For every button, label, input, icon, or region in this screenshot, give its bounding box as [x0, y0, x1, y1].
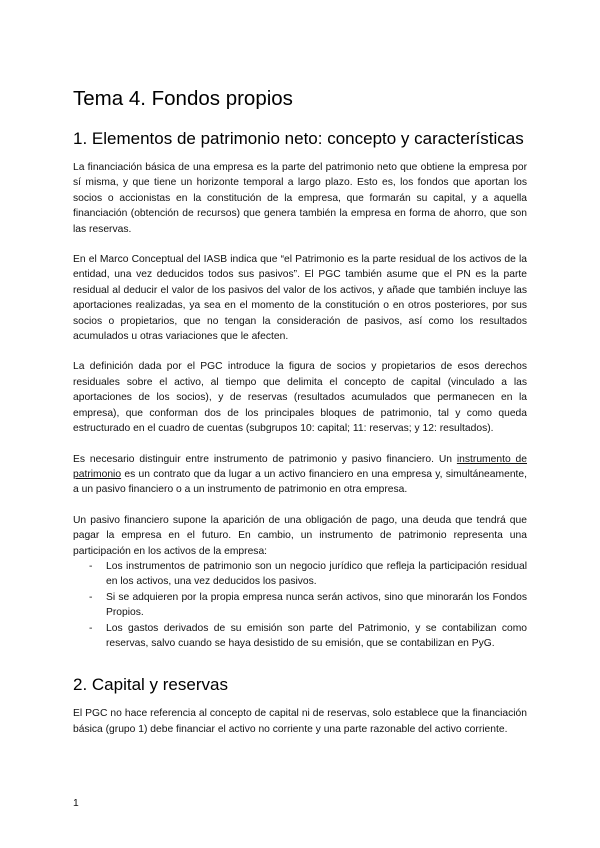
list-item — [89, 559, 527, 590]
section-1-paragraph-2: En el Marco Conceptual del IASB indica que “el Patrimonio es la parte residual de los activos de la entidad, una vez deducidos todos sus pasivos”. El PGC también asume que el PN es la parte residual al deducir el valor de los pasivos del valor de los activos, y añade que también incluye las aportaciones realizadas, ya sea en el momento de la constitución o en otros posteriores, por sus socios o propietarios, que no tengan la consideración de pasivos, así como los resultados acumulados u otras variaciones que le afecten. — [73, 254, 527, 343]
list-item-text: Los gastos derivados de su emisión son parte del Patrimonio, y se contabilizan como reservas, salvo cuando se haya desistido de su emisión, que se contabilizan en PyG. — [106, 622, 527, 649]
list-item — [89, 621, 527, 652]
list-item-text: Los instrumentos de patrimonio son un negocio jurídico que refleja la participación residual en los activos, una vez deducidos los pasivos. — [106, 560, 527, 588]
section-1-paragraph-1: La financiación básica de una empresa es la parte del patrimonio neto que obtiene la empresa por sí misma, y que tiene un horizonte temporal a largo plazo. Esto es, los fondos que aportan los socios o accionistas en la constitución de la empresa, que formarán su capital, y a aquella financiación (obtención de recursos) que genera también la empresa en forma de ahorro, que son las reservas. — [73, 162, 527, 235]
section-1-paragraph-5: Un pasivo financiero supone la aparición de una obligación de pago, una deuda que tendrá que pagar la empresa en el futuro. En cambio, un instrumento de patrimonio representa una participación en los activos de la empresa: — [73, 514, 527, 557]
section-1-paragraph-3: La definición dada por el PGC introduce la figura de socios y propietarios de esos derechos residuales sobre el activo, al tiempo que delimita el concepto de capital (vinculado a las aportaciones de los socios), y de reservas (resultados acumulados que permanecen en la empresa), que conforman dos de los principales bloques de patrimonio, tal y como queda estructurado en el cuadro de cuentas (subgrupos 10: capital; 11: reservas; y 12: resultados). — [73, 361, 527, 435]
characteristics-list — [73, 559, 527, 651]
document-content — [73, 86, 527, 737]
paragraph-4-text-before: Es necesario distinguir entre instrumento de patrimonio y pasivo financiero. Un — [73, 453, 457, 465]
section-1-heading: 1. Elementos de patrimonio neto: concepto y características — [73, 129, 524, 148]
list-dash-marker: - — [89, 591, 93, 603]
page-number: 1 — [73, 798, 79, 809]
list-dash-marker: - — [89, 622, 93, 634]
list-item — [89, 590, 527, 621]
document-title: Tema 4. Fondos propios — [73, 87, 293, 110]
list-item-text: Si se adquieren por la propia empresa nunca serán activos, sino que minorarán los Fondos Propios. — [106, 591, 527, 619]
instrumento-patrimonio-term: instrumento de patrimonio — [73, 453, 527, 480]
section-2-paragraph-1: El PGC no hace referencia al concepto de capital ni de reservas, solo establece que la financiación básica (grupo 1) debe financiar el activo no corriente y una parte razonable del activo corriente. — [73, 708, 527, 735]
paragraph-4-text-after: es un contrato que da lugar a un activo financiero en una empresa y, simultáneamente, a un pasivo financiero o a un instrumento de patrimonio en otra empresa. — [73, 468, 527, 496]
list-dash-marker: - — [89, 560, 93, 572]
section-1-paragraph-4 — [73, 452, 527, 498]
section-2-heading: 2. Capital y reservas — [73, 675, 228, 695]
